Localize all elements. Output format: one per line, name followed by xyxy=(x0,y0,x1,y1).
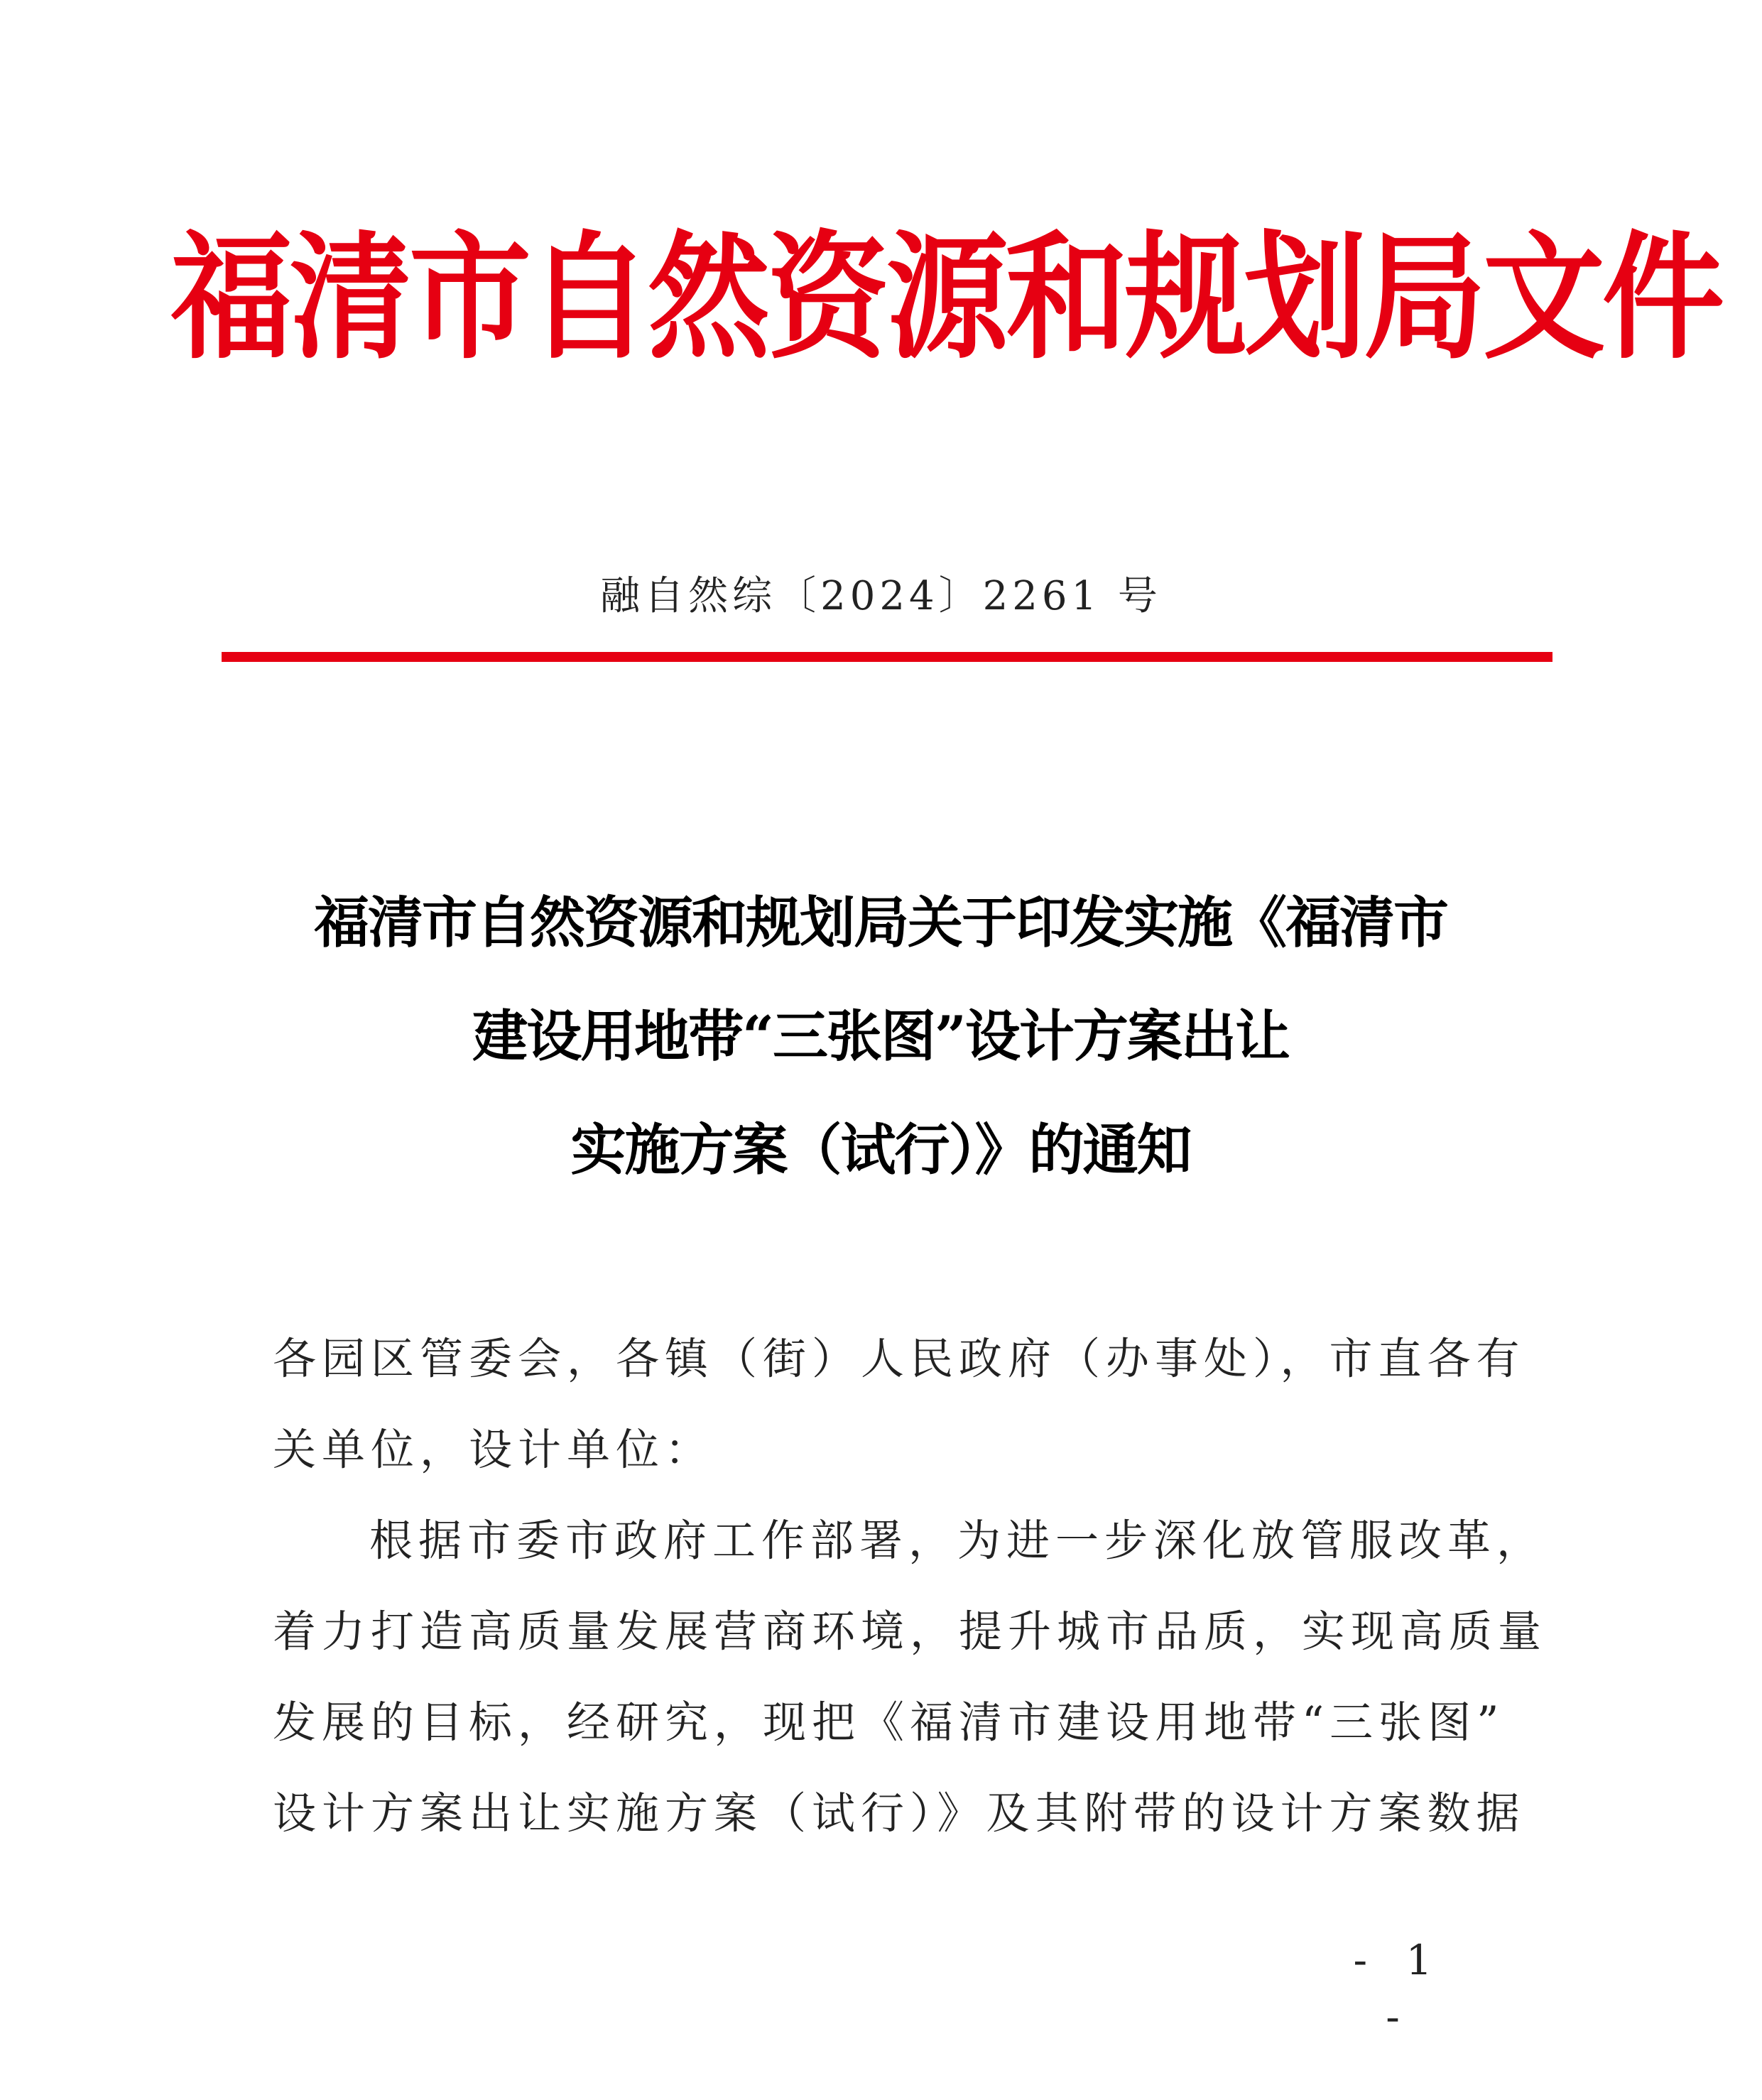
addressee-line-1: 各园区管委会，各镇（街）人民政府（办事处），市直各有 xyxy=(273,1334,1526,1384)
masthead-title: 福清市自然资源和规划局文件 xyxy=(170,217,1722,378)
title-line-2: 建设用地带“三张图”设计方案出让 xyxy=(472,1004,1289,1069)
title-line-1: 福清市自然资源和规划局关于印发实施《福清市 xyxy=(313,891,1447,955)
paragraph-line-1: 根据市委市政府工作部署，为进一步深化放管服改革， xyxy=(369,1516,1546,1566)
document-body xyxy=(273,1314,1548,1859)
page-number: - 1 - xyxy=(1353,1936,1445,2041)
paragraph-line-2: 着力打造高质量发展营商环境，提升城市品质，实现高质量 xyxy=(273,1606,1548,1657)
addressee-line-2: 关单位，设计单位： xyxy=(273,1425,714,1475)
document-number: 融自然综〔2024〕2261 号 xyxy=(600,573,1162,619)
document-title xyxy=(213,866,1548,1207)
paragraph-line-4: 设计方案出让实施方案（试行）》及其附带的设计方案数据 xyxy=(273,1788,1526,1839)
red-divider-line xyxy=(222,652,1552,662)
paragraph-line-3: 发展的目标，经研究，现把《福清市建设用地带“三张图” xyxy=(273,1697,1505,1748)
title-line-3: 实施方案（试行）》的通知 xyxy=(570,1118,1191,1182)
